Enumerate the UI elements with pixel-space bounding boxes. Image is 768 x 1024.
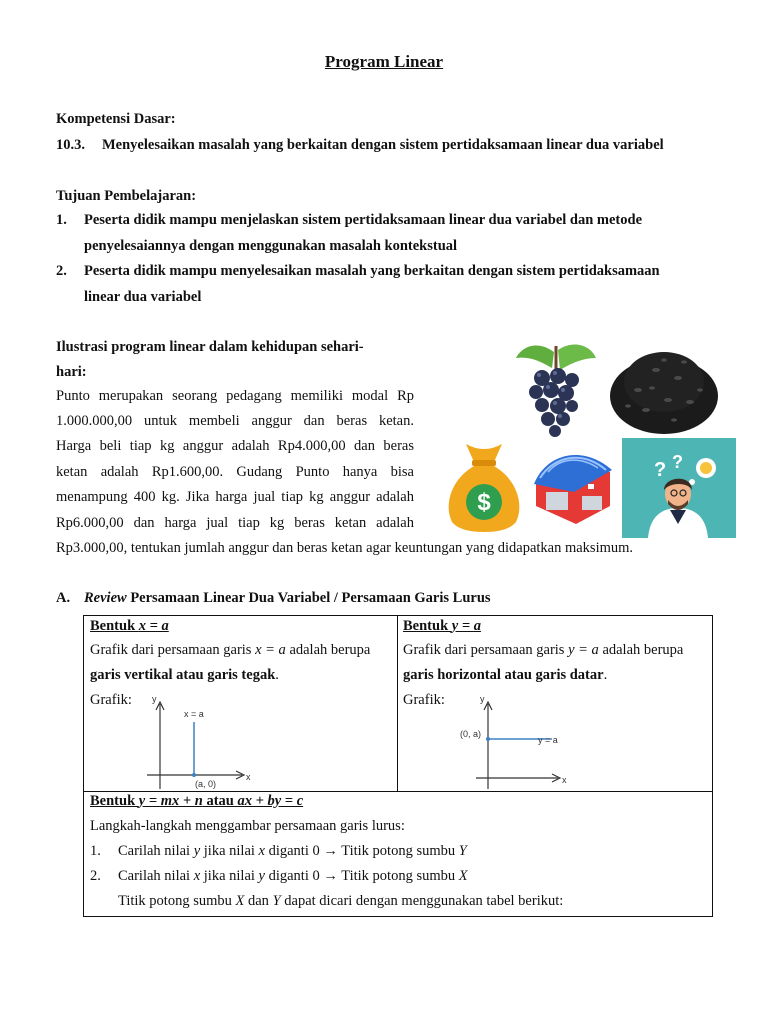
- bottom-step-2-v2: y: [258, 868, 265, 884]
- right-cell-line1: [403, 642, 683, 659]
- right-line2-end: .: [603, 667, 608, 683]
- left-graph-line-label: x = a: [184, 709, 204, 719]
- left-graph-xlabel: x: [246, 772, 251, 782]
- kompetensi-number: 10.3.: [56, 137, 85, 153]
- bottom-step-2-v1: x: [193, 868, 201, 884]
- tujuan-item-1-num: 1.: [56, 212, 67, 228]
- right-graph-ylabel: y: [480, 694, 485, 704]
- grapes-icon: [508, 340, 600, 438]
- left-line1-prefix: Grafik dari persamaan garis: [90, 642, 256, 658]
- bottom-step-2-p2: jika nilai: [200, 868, 259, 884]
- bottom-step-1: [90, 843, 467, 860]
- bottom-step-2-p3: diganti 0 → Titik potong sumbu: [264, 868, 459, 884]
- tujuan-item-1: [56, 212, 642, 229]
- table-divider-horizontal: [84, 791, 712, 792]
- right-cell-line2: [403, 667, 607, 684]
- left-heading-prefix: Bentuk: [90, 618, 139, 634]
- section-a-heading: [56, 590, 491, 607]
- right-graph: [458, 692, 570, 790]
- section-a-title: Persamaan Linear Dua Variabel / Persamaan Garis Lurus: [130, 590, 491, 606]
- svg-text:?: ?: [672, 452, 683, 472]
- left-line2-end: .: [275, 667, 279, 683]
- left-cell-heading: [90, 618, 169, 635]
- right-line1-suffix: adalah berupa: [598, 642, 684, 658]
- bottom-note-v2: Y: [272, 893, 281, 909]
- right-line2-bold: garis horizontal atau garis datar: [403, 667, 604, 683]
- tujuan-item-2-line1: Peserta didik mampu menyelesaikan masalah yang berkaitan dengan sistem pertidaksamaan: [84, 263, 660, 279]
- tujuan-heading: Tujuan Pembelajaran:: [56, 188, 197, 204]
- right-graph-line-label: y = a: [538, 735, 558, 745]
- ilustrasi-heading-1: Ilustrasi program linear dalam kehidupan sehari-: [56, 339, 364, 355]
- svg-text:$: $: [477, 489, 491, 516]
- right-graph-xlabel: x: [562, 775, 567, 785]
- bottom-heading-mid: atau: [202, 793, 238, 809]
- bottom-step-1-p1: Carilah nilai: [118, 843, 194, 859]
- bottom-cell-note: [118, 893, 563, 910]
- ilustrasi-line-3: Harga beli tiap kg anggur adalah Rp4.000,00 dan beras: [56, 438, 414, 454]
- bottom-note-p1: Titik potong sumbu: [118, 893, 236, 909]
- thinking-person-icon: [622, 438, 736, 538]
- money-bag-icon: [444, 440, 524, 534]
- bottom-cell-intro: Langkah-langkah menggambar persamaan garis lurus:: [90, 818, 405, 834]
- left-cell-line2: [90, 667, 279, 684]
- bottom-heading-prefix: Bentuk: [90, 793, 139, 809]
- right-graph-point: [486, 737, 490, 741]
- right-heading-eq: y = a: [451, 618, 481, 634]
- ilustrasi-line-1: Punto merupakan seorang pedagang memiliki modal Rp: [56, 388, 414, 404]
- left-line2-bold: garis vertikal atau garis tegak: [90, 667, 276, 683]
- warehouse-icon: [530, 444, 616, 530]
- ilustrasi-line-2: 1.000.000,00 untuk membeli anggur dan beras ketan.: [56, 413, 414, 429]
- ilustrasi-line-4: ketan adalah Rp1.600,00. Gudang Punto hanya bisa: [56, 464, 414, 480]
- bottom-step-1-p3: diganti 0 → Titik potong sumbu: [264, 843, 459, 859]
- ilustrasi-last-line: Rp3.000,00, tentukan jumlah anggur dan beras ketan agar keuntungan yang didapatkan maksimum.: [56, 540, 634, 556]
- tujuan-item-2-num: 2.: [56, 263, 67, 279]
- left-graph-point-label: (a, 0): [195, 779, 217, 789]
- svg-text:?: ?: [654, 459, 667, 481]
- bottom-step-2-v3: X: [458, 868, 468, 884]
- right-cell-heading: [403, 618, 481, 635]
- bottom-heading-eq2: ax + by = c: [237, 793, 304, 809]
- tujuan-item-2: [56, 263, 660, 280]
- bottom-cell-heading: [90, 793, 303, 810]
- left-cell-grafik: Grafik:: [90, 692, 132, 708]
- kompetensi-item: [56, 137, 664, 154]
- black-rice-icon: [608, 340, 720, 436]
- bottom-note-p2: dan: [244, 893, 273, 909]
- right-heading-prefix: Bentuk: [403, 618, 452, 634]
- bottom-step-2-num: 2.: [90, 868, 101, 884]
- left-cell-line1: [90, 642, 370, 659]
- tujuan-item-1-line1: Peserta didik mampu menjelaskan sistem pertidaksamaan linear dua variabel dan metode: [84, 212, 643, 228]
- bottom-note-v1: X: [235, 893, 245, 909]
- kompetensi-heading: Kompetensi Dasar:: [56, 111, 176, 127]
- bottom-step-1-p2: jika nilai: [200, 843, 259, 859]
- left-graph-point: [192, 773, 196, 777]
- tujuan-item-1-line2: penyelesaiannya dengan menggunakan masalah kontekstual: [84, 238, 458, 254]
- page-title: Program Linear: [324, 52, 444, 71]
- bottom-step-1-v2: x: [258, 843, 265, 859]
- right-line1-prefix: Grafik dari persamaan garis: [403, 642, 569, 658]
- right-graph-point-label: (0, a): [460, 729, 482, 739]
- review-table: [83, 615, 713, 917]
- right-line1-eq: y = a: [568, 642, 599, 658]
- ilustrasi-line-6: Rp6.000,00 dan harga jual tiap kg beras ketan adalah: [56, 515, 414, 531]
- left-graph: [144, 692, 254, 790]
- left-heading-eq: x = a: [138, 618, 169, 634]
- bottom-step-1-v1: y: [193, 843, 201, 859]
- section-a-letter: A.: [56, 590, 71, 606]
- left-line1-suffix: adalah berupa: [285, 642, 371, 658]
- left-line1-eq: x = a: [255, 642, 286, 658]
- ilustrasi-line-5: menampung 400 kg. Jika harga jual tiap kg anggur adalah: [56, 489, 414, 505]
- bottom-step-2-p1: Carilah nilai: [118, 868, 194, 884]
- tujuan-item-2-line2: linear dua variabel: [84, 289, 202, 305]
- left-graph-ylabel: y: [152, 694, 157, 704]
- bottom-step-1-num: 1.: [90, 843, 101, 859]
- kompetensi-text: Menyelesaikan masalah yang berkaitan dengan sistem pertidaksamaan linear dua variabel: [102, 137, 664, 153]
- bottom-step-2: [90, 868, 468, 885]
- table-divider-vertical: [397, 616, 398, 791]
- right-cell-grafik: Grafik:: [403, 692, 445, 708]
- section-a-review: Review: [84, 590, 127, 606]
- bottom-note-p3: dapat dicari dengan menggunakan tabel berikut:: [280, 893, 564, 909]
- ilustrasi-heading-2: hari:: [56, 364, 87, 380]
- bottom-step-1-v3: Y: [458, 843, 467, 859]
- bottom-heading-eq1: y = mx + n: [138, 793, 203, 809]
